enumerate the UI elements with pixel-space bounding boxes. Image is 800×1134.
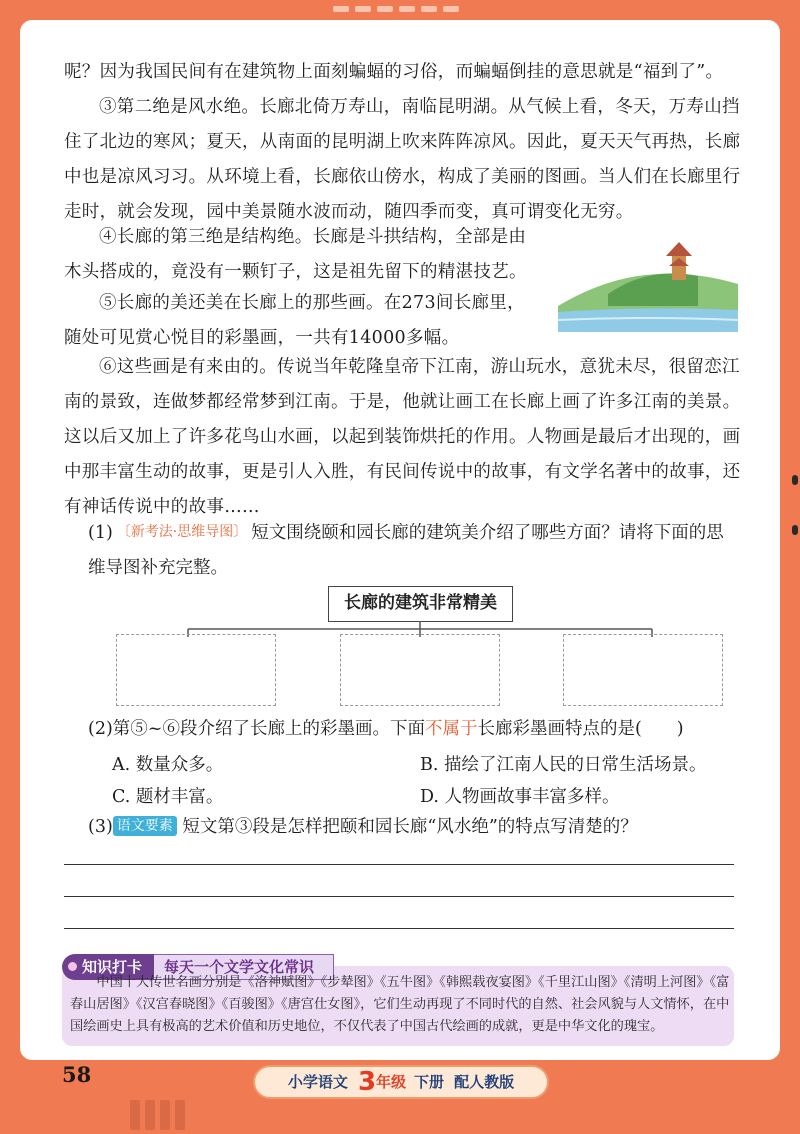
frame-top-decoration xyxy=(330,0,480,12)
passage-paragraph-3: ③第二绝是风水绝。长廊北倚万寿山，南临昆明湖。从气候上看，冬天，万寿山挡住了北边的寒风；夏天，从南面的昆明湖上吹来阵阵凉风。因此，夏天天气再热，长廊中也是凉风习习。从环境上看，长廊依山傍水，构成了美丽的图画。当人们在长廊里行走时，就会发现，园中美景随水波而动，随四季而变，真可谓变化无穷。 xyxy=(64,97,741,222)
question-2-pre: (2)第⑤~⑥段介绍了长廊上的彩墨画。下面 xyxy=(88,719,425,739)
answer-line-2[interactable] xyxy=(64,896,734,897)
answer-line-1[interactable] xyxy=(64,864,734,865)
question-1-number: (1) xyxy=(88,523,113,543)
question-1 xyxy=(88,516,738,586)
bottom-decoration xyxy=(130,1100,190,1134)
option-a[interactable]: A. 数量众多。 xyxy=(112,755,224,775)
summer-palace-illustration xyxy=(548,236,748,336)
edge-mark xyxy=(792,525,798,535)
question-2-post: 长廊彩墨画特点的是( ) xyxy=(477,719,684,739)
question-3 xyxy=(88,810,738,845)
question-2-highlight: 不属于 xyxy=(424,719,478,739)
passage-paragraph-6: ⑥这些画是有来由的。传说当年乾隆皇帝下江南，游山玩水，意犹未尽，很留恋江南的景致，连做梦都经常梦到江南。于是，他就让画工在长廊上画了许多江南的美景。这以后又加上了许多花鸟山水画，以起到装饰烘托的作用。人物画是最后才出现的，画中那丰富生动的故事，更是引人入胜，有民间传说中的故事，有文学名著中的故事，还有神话传说中的故事…… xyxy=(64,357,741,517)
footer-subject: 小学语文 xyxy=(287,1073,348,1091)
question-1-tag: 〔新考法·思维导图〕 xyxy=(116,524,248,540)
edge-mark xyxy=(792,475,798,485)
knowledge-text: 中国十大传世名画分别是《洛神赋图》《步辇图》《五牛图》《韩熙载夜宴图》《千里江山图》《清明上河图》《富春山居图》《汉宫春晓图》《百骏图》《唐宫仕女图》，它们生动再现了不同时代的自然、社会风貌与人文情怀，在中国绘画史上具有极高的艺术价值和历史地位，不仅代表了中国古代绘画的成就，更是中华文化的瑰宝。 xyxy=(70,975,730,1034)
footer-grade-number: 3 xyxy=(357,1067,377,1097)
question-2 xyxy=(88,712,738,747)
option-b[interactable]: B. 描绘了江南人民的日常生活场景。 xyxy=(420,755,707,775)
question-3-tag: 语文要素 xyxy=(113,816,177,836)
option-d[interactable]: D. 人物画故事丰富多样。 xyxy=(420,787,620,807)
mindmap-root: 长廊的建筑非常精美 xyxy=(328,586,513,622)
passage-paragraph-4: ④长廊的第三绝是结构绝。长廊是斗拱结构，全部是由木头搭成的，竟没有一颗钉子，这是祖先留下的精湛技艺。 xyxy=(64,227,527,282)
option-c[interactable]: C. 题材丰富。 xyxy=(112,787,224,807)
passage-paragraph-cont: 呢？因为我国民间有在建筑物上面刻蝙蝠的习俗，而蝙蝠倒挂的意思就是“福到了”。 xyxy=(64,62,724,82)
question-3-text: 短文第③段是怎样把颐和园长廊“风水绝”的特点写清楚的？ xyxy=(182,817,638,837)
knowledge-subtitle: 每天一个文学文化常识 xyxy=(154,954,334,980)
knowledge-label-text: 知识打卡 xyxy=(82,958,143,976)
footer-series-pill xyxy=(253,1065,549,1099)
dot-icon xyxy=(68,962,77,971)
footer-grade-text: 年级 xyxy=(376,1073,407,1091)
page-number: 58 xyxy=(62,1062,92,1087)
passage-paragraph-5: ⑤长廊的美还美在长廊上的那些画。在273间长廊里，随处可见赏心悦目的彩墨画，一共有14000多幅。 xyxy=(64,293,525,348)
footer-term: 下册 xyxy=(414,1073,445,1091)
answer-line-3[interactable] xyxy=(64,928,734,929)
mindmap-blank-1[interactable] xyxy=(116,634,276,706)
mindmap-blank-2[interactable] xyxy=(340,634,500,706)
footer-edition: 配人教版 xyxy=(454,1073,515,1091)
question-1-text: 短文围绕颐和园长廊的建筑美介绍了哪些方面？请将下面的思维导图补充完整。 xyxy=(88,523,724,578)
question-3-number: (3) xyxy=(88,817,113,837)
mindmap-blank-3[interactable] xyxy=(563,634,723,706)
